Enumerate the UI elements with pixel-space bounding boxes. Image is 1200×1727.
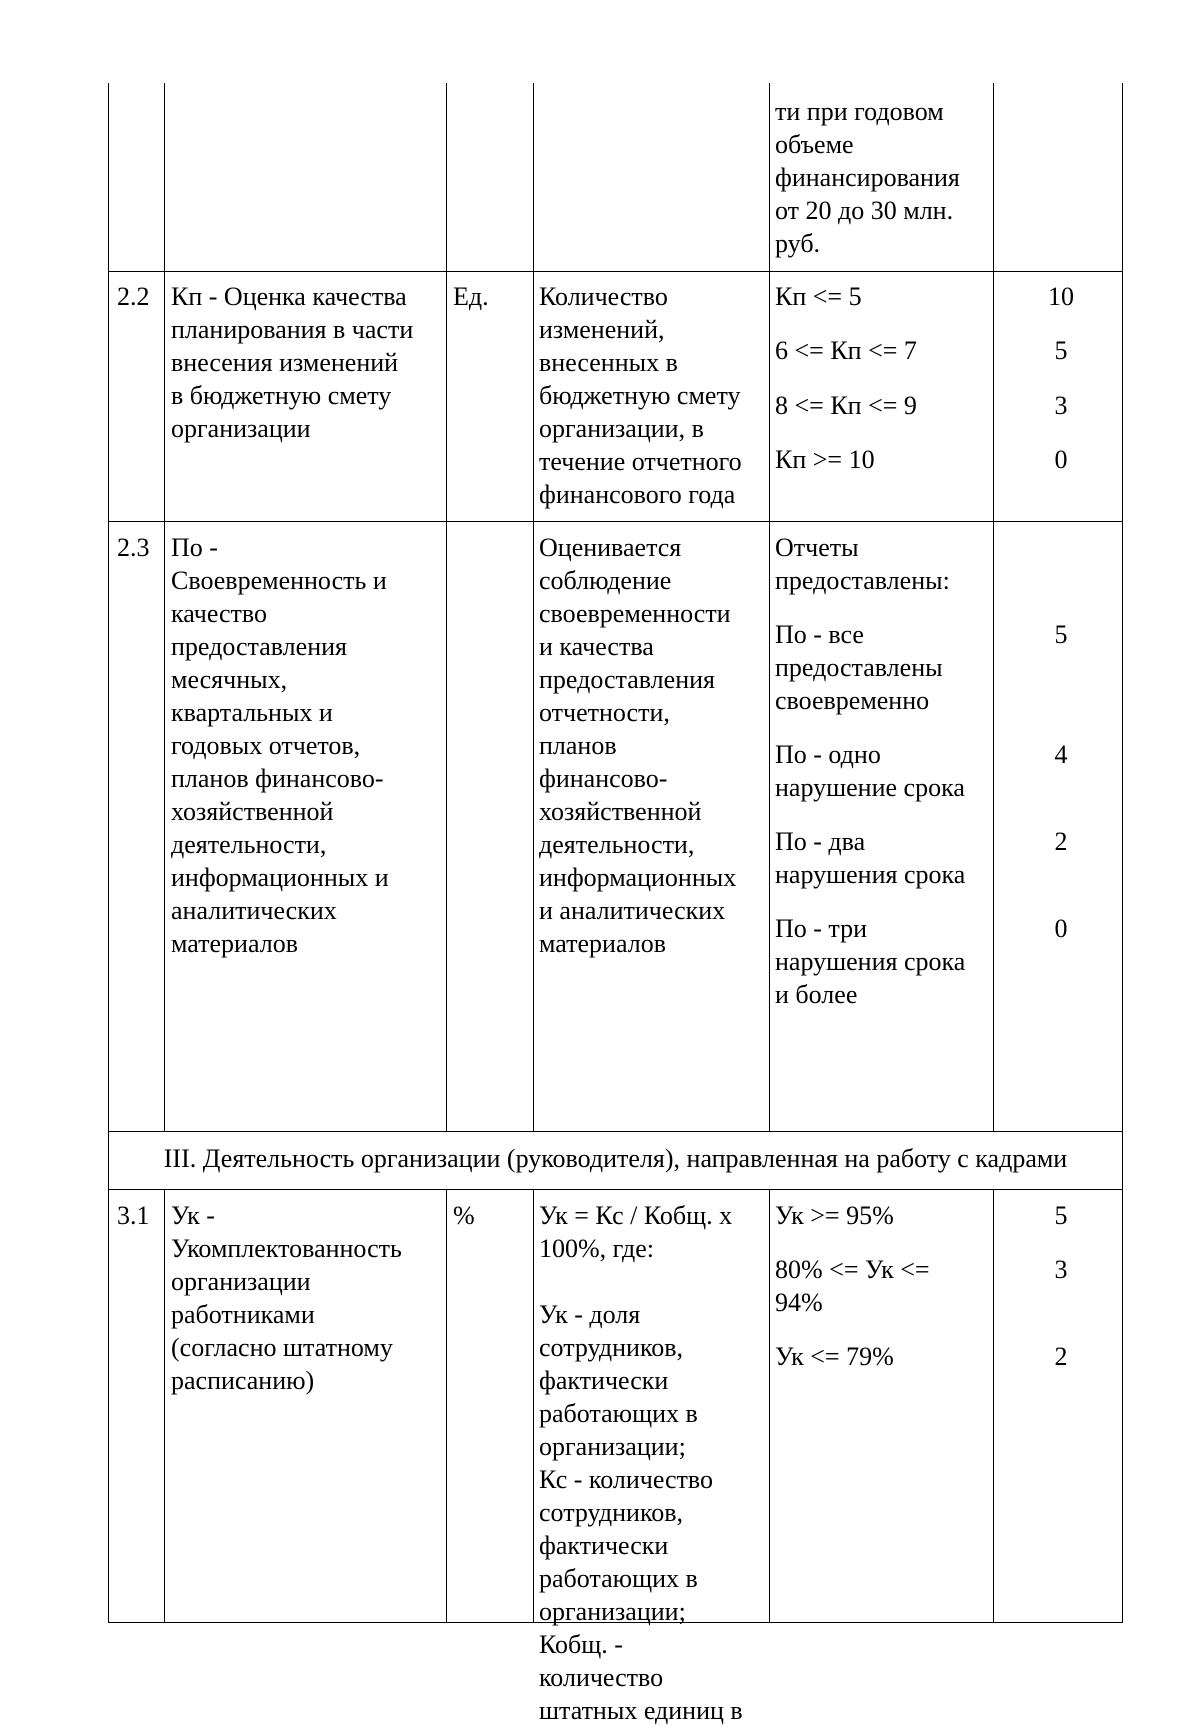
row-number: 2.3	[117, 533, 150, 562]
condition: 6 <= Кп <= 7	[775, 336, 917, 365]
method: Количество изменений, внесенных в бюджетную смету организации, в течение отчетного финансового года	[539, 282, 742, 509]
col-line	[164, 1189, 165, 1623]
col-line	[446, 1189, 447, 1623]
unit: %	[453, 1201, 475, 1230]
condition: 8 <= Кп <= 9	[775, 391, 917, 420]
col-line	[769, 1189, 770, 1623]
score: 3	[1054, 391, 1068, 420]
col-line	[769, 83, 770, 1131]
score: 5	[1054, 336, 1068, 365]
section-heading: III. Деятельность организации (руководителя), направленная на работу с кадрами	[163, 1144, 1068, 1173]
score: 3	[1054, 1255, 1068, 1284]
method-description: Ук - доля сотрудников, фактически работающих в организации; Кс - количество сотрудников, фактически работающих в организации; Кобщ. - количество штатных единиц в	[539, 1300, 743, 1725]
conditions-intro: Отчеты предоставлены:	[775, 533, 950, 595]
carry-criteria: ти при годовом объеме финансирования от 20 до 30 млн. руб.	[775, 97, 960, 258]
method-formula: Ук = Кс / Кобщ. х 100%, где:	[539, 1201, 733, 1263]
col-line	[993, 1189, 994, 1623]
score: 5	[1054, 1201, 1068, 1230]
criteria-table	[108, 83, 1123, 1725]
method: Оценивается соблюдение своевременности и качества предоставления отчетности, планов финансово- хозяйственной деятельности, информационных и аналитических материалов	[539, 533, 737, 958]
col-line	[446, 83, 447, 1131]
row-line	[109, 1189, 1122, 1190]
score: 10	[1048, 282, 1074, 311]
score: 0	[1054, 445, 1068, 474]
condition: Ук <= 79%	[775, 1342, 894, 1371]
row-number: 2.2	[117, 282, 150, 311]
condition: 80% <= Ук <= 94%	[775, 1255, 930, 1317]
unit: Ед.	[453, 282, 489, 311]
col-line	[533, 1189, 534, 1623]
col-line	[533, 83, 534, 1131]
indicator-name: Ук - Укомплектованность организации работниками (согласно штатному расписанию)	[171, 1201, 402, 1395]
row-line	[109, 271, 1122, 272]
row-number: 3.1	[117, 1201, 150, 1230]
col-line	[164, 83, 165, 1131]
score: 5	[1054, 620, 1068, 649]
indicator-name: По - Своевременность и качество предоставления месячных, квартальных и годовых отчетов, планов финансово- хозяйственной деятельности, информационных и аналитических материалов	[171, 533, 389, 958]
indicator-name: Кп - Оценка качества планирования в части внесения изменений в бюджетную смету организации	[171, 282, 414, 443]
col-line	[993, 83, 994, 1131]
condition: Кп >= 10	[775, 445, 875, 474]
condition: Кп <= 5	[775, 282, 862, 311]
row-line	[109, 1131, 1122, 1132]
score: 0	[1054, 914, 1068, 943]
score: 4	[1054, 740, 1068, 769]
score: 2	[1054, 827, 1068, 856]
score: 2	[1054, 1342, 1068, 1371]
condition: По - все предоставлены своевременно	[775, 620, 943, 715]
condition: По - два нарушения срока	[775, 827, 966, 889]
row-line	[109, 521, 1122, 522]
condition: По - три нарушения срока и более	[775, 914, 966, 1009]
condition: По - одно нарушение срока	[775, 740, 965, 802]
condition: Ук >= 95%	[775, 1201, 894, 1230]
